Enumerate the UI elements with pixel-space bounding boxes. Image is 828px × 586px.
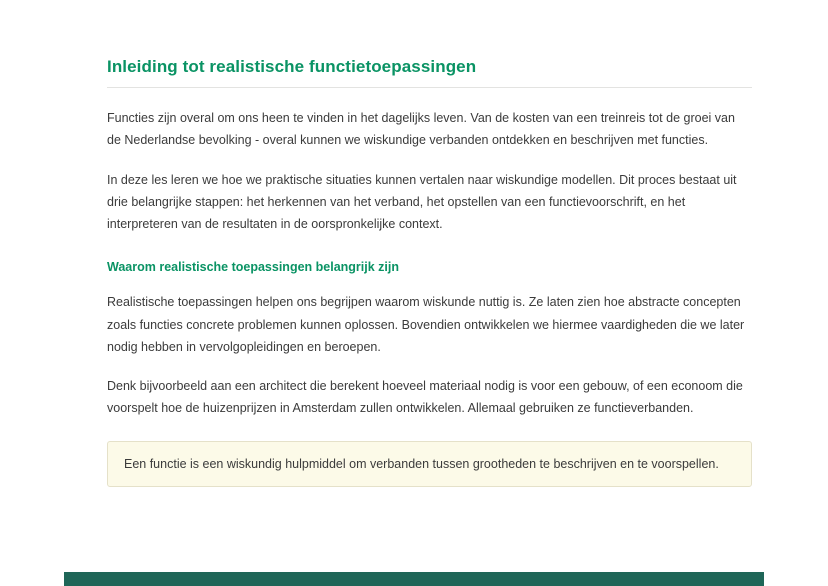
intro-paragraph-2: In deze les leren we hoe we praktische situaties kunnen vertalen naar wiskundige modellen. Dit proces bestaat uit drie belangrijke stappen: het herkennen van het verband, het opstellen van een functievoorschrift, en het interpreteren van de resultaten in de oorspronkelijke context. bbox=[107, 172, 737, 231]
section-paragraph-2: Denk bijvoorbeeld aan een architect die berekent hoeveel materiaal nodig is voor een gebouw, of een econoom die voorspelt hoe de huizenprijzen in Amsterdam zullen ontwikkelen. Allemaal gebruiken ze functieverbanden. bbox=[107, 379, 743, 416]
section-subheading: Waarom realistische toepassingen belangrijk zijn bbox=[107, 260, 399, 275]
intro-paragraph-1: Functies zijn overal om ons heen te vinden in het dagelijks leven. Van de kosten van een treinreis tot de groei van de Nederlandse bevolking - overal kunnen we wiskundige verbanden ontdekken en beschrijven met functies. bbox=[107, 111, 735, 148]
section-paragraph-1: Realistische toepassingen helpen ons begrijpen waarom wiskunde nuttig is. Ze laten zien hoe abstracte concepten zoals functies concrete problemen kunnen oplossen. Bovendien ontwikkelen we hiermee vaardigheden die we later nodig hebben in vervolgopleidingen en beroepen. bbox=[107, 295, 745, 354]
page-title: Inleiding tot realistische functietoepassingen bbox=[107, 57, 477, 76]
title-divider bbox=[107, 87, 752, 88]
footer-bar bbox=[64, 572, 764, 586]
lesson-content bbox=[107, 0, 752, 487]
definition-text: Een functie is een wiskundig hulpmiddel om verbanden tussen grootheden te beschrijven en te voorspellen. bbox=[124, 456, 719, 471]
definition-callout bbox=[107, 441, 752, 488]
